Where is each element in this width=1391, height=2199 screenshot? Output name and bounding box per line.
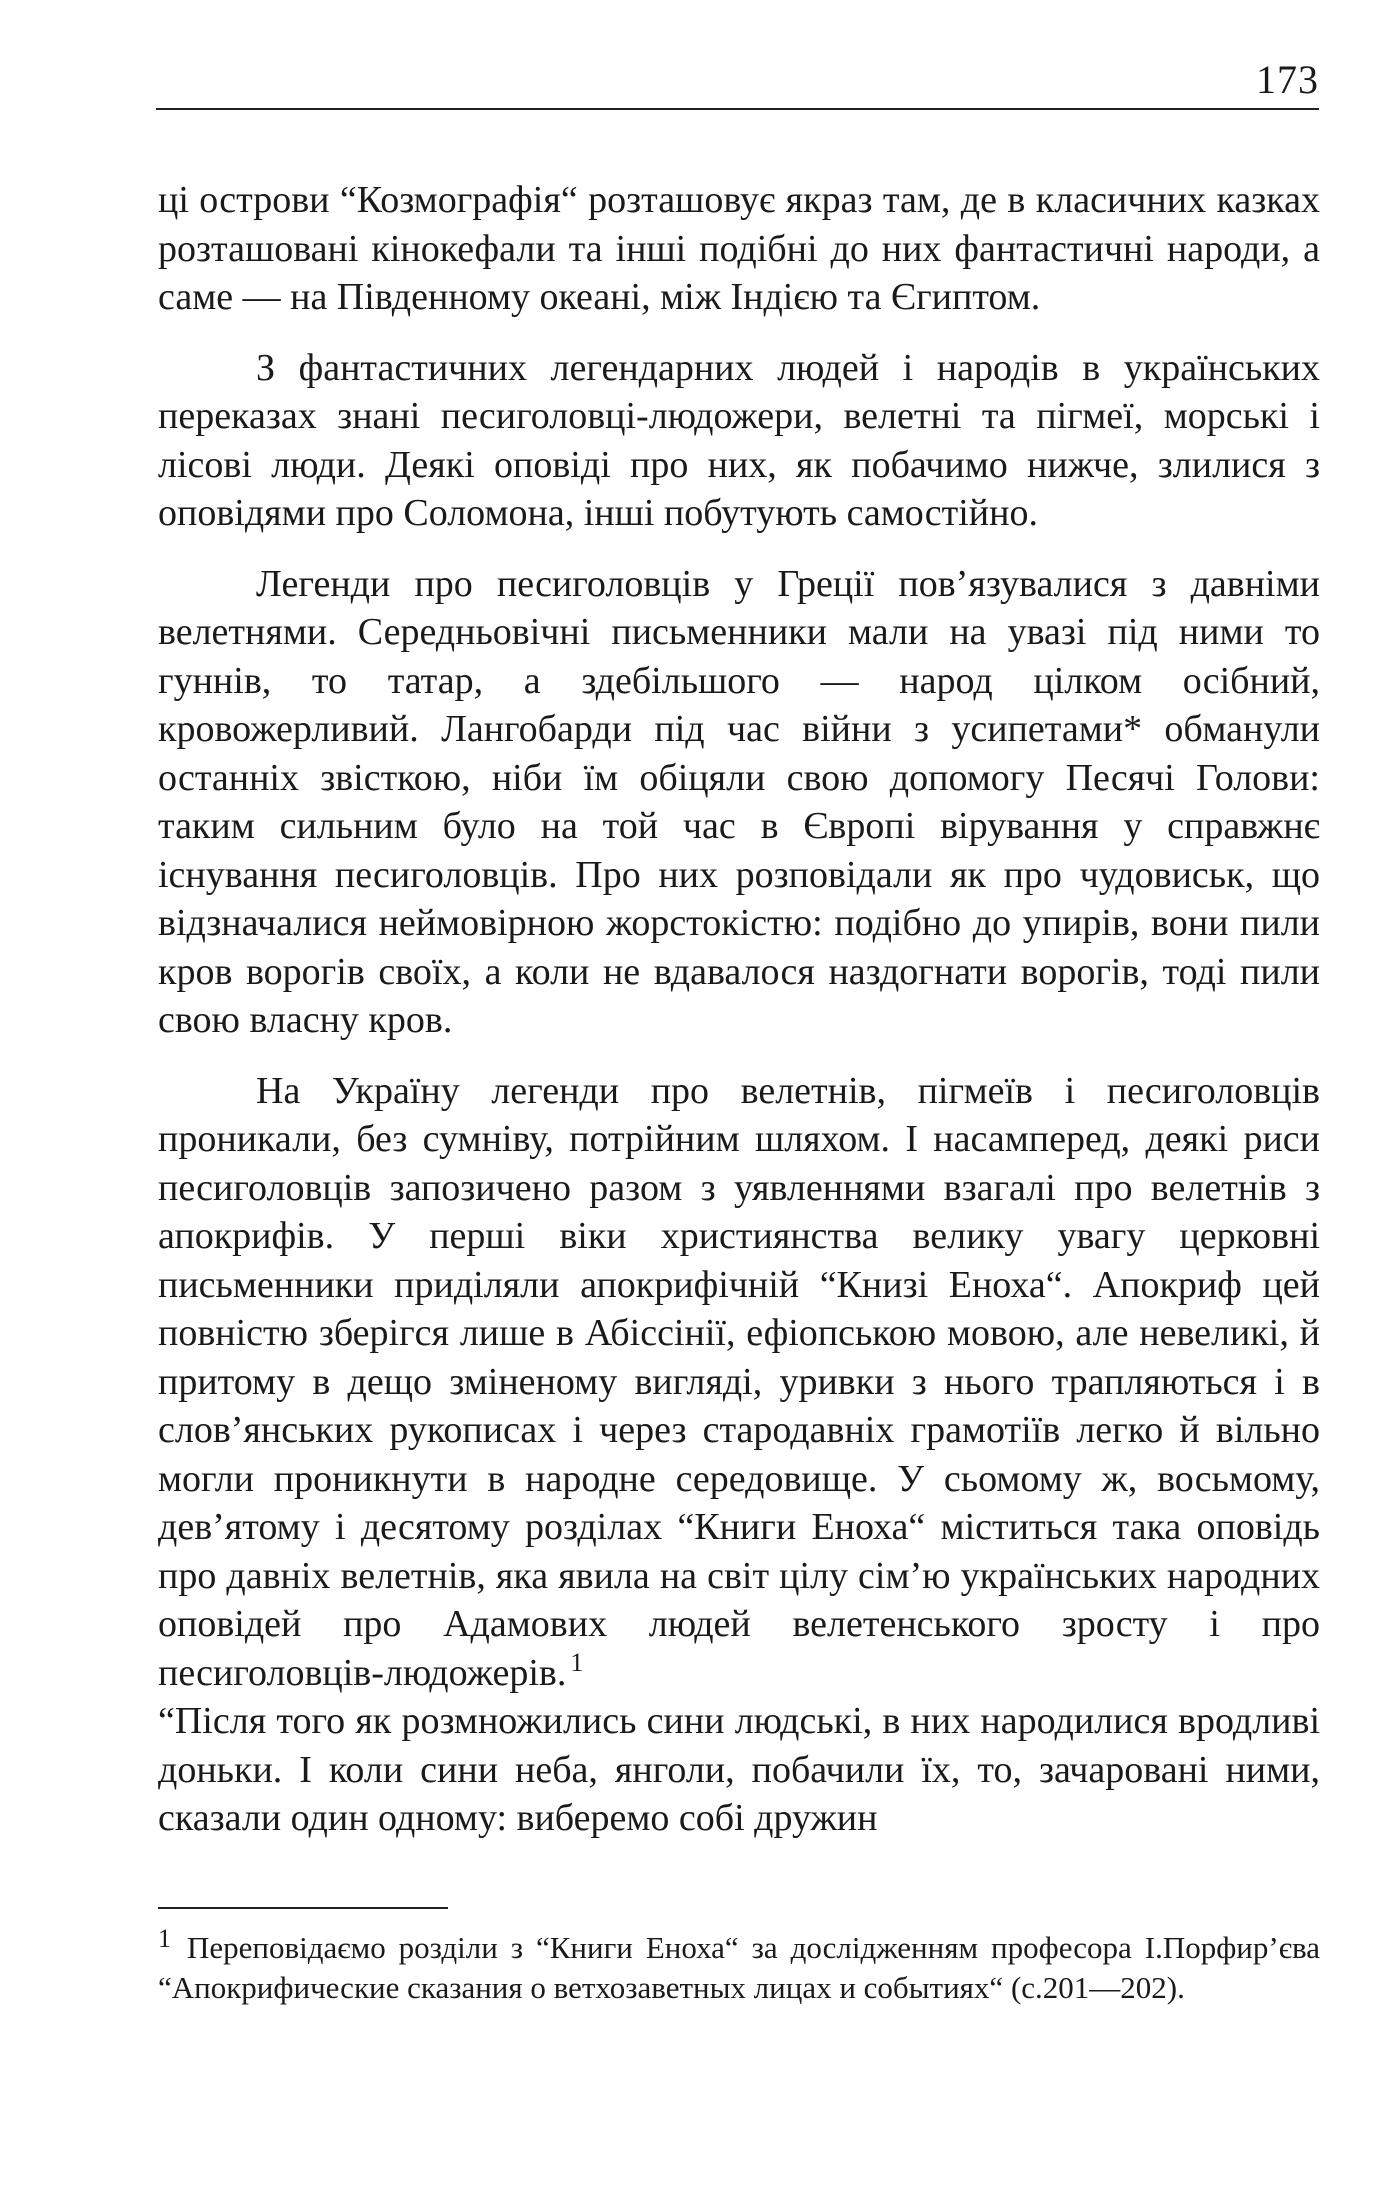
footnote-rule bbox=[158, 1907, 448, 1909]
header-rule bbox=[156, 108, 1319, 110]
paragraph-4-text: На Україну легенди про велетнів, пігмеїв і песиголовців проникали, без сумніву, потрійним шляхом. І насамперед, деякі риси песиголовців запозичено разом з уявленнями взагалі про велетнів з апокрифів. У перші віки християнства велику увагу церковні письменники приділяли апокрифічній “Книзі Еноха“. Апокриф цей повністю зберігся лише в Абіссінії, ефіопською мовою, але невеликі, й притому в дещо зміненому вигляді, уривки з нього трапляються і в слов’янських рукописах і через стародавніх грамотіїв легко й вільно могли проникнути в народне середовище. У сьомому ж, восьмому, дев’ятому і десятому розділах “Книги Еноха“ міститься така оповідь про давніх велетнів, яка явила на світ цілу сім’ю українських народних оповідей про Адамових людей велетенського зросту і про песиголовців-людожерів. bbox=[158, 1069, 1320, 1694]
footnote-reference: 1 bbox=[570, 1647, 584, 1677]
quote-paragraph: “Після того як розмножились сини людські, в них народилися вродливі доньки. І коли сини неба, янголи, побачили їх, то, зачаровані ними, сказали один одному: виберемо собі дружин bbox=[158, 1700, 1320, 1839]
paragraph-1: ці острови “Козмографія“ розташовує якраз там, де в класичних казках розташовані кінокефали та інші подібні до них фантастичні народи, а саме — на Південному океані, між Індією та Єгиптом. bbox=[158, 179, 1320, 318]
paragraph-2: З фантастичних легендарних людей і народів в українських переказах знані песиголовці-людожери, велетні та пігмеї, морські і лісові люди. Деякі оповіді про них, як побачимо нижче, злилися з оповідями про Соломона, інші побутують самостійно. bbox=[158, 346, 1320, 534]
paragraph-4 bbox=[158, 1067, 1320, 1698]
footnote-text: Переповідаємо розділи з “Книги Еноха“ за дослідженням професора І.Порфир’єва “Апокрифические сказания о ветхозаветных лицах и событиях“ (с.201—202). bbox=[158, 1930, 1320, 2005]
paragraph-3: Легенди про песиголовців у Греції пов’язувалися з давніми велетнями. Середньовічні письменники мали на увазі під ними то гуннів, то татар, а здебільшого — народ цілком осібний, кровожерливий. Лангобарди під час війни з усипетами* обманули останніх звісткою, ніби їм обіцяли свою допомогу Песячі Голови: таким сильним було на той час в Європі вірування у справжнє існування песиголовців. Про них розповідали як про чудовиськ, що відзначалися неймовірною жорстокістю: подібно до упирів, вони пили кров ворогів своїх, а коли не вдавалося наздогнати ворогів, тоді пили свою власну кров. bbox=[158, 562, 1320, 1041]
page-number: 173 bbox=[1256, 57, 1319, 102]
footnote-mark: 1 bbox=[158, 1923, 171, 1953]
footnote bbox=[158, 1923, 1320, 2008]
body-text bbox=[158, 176, 1320, 1843]
